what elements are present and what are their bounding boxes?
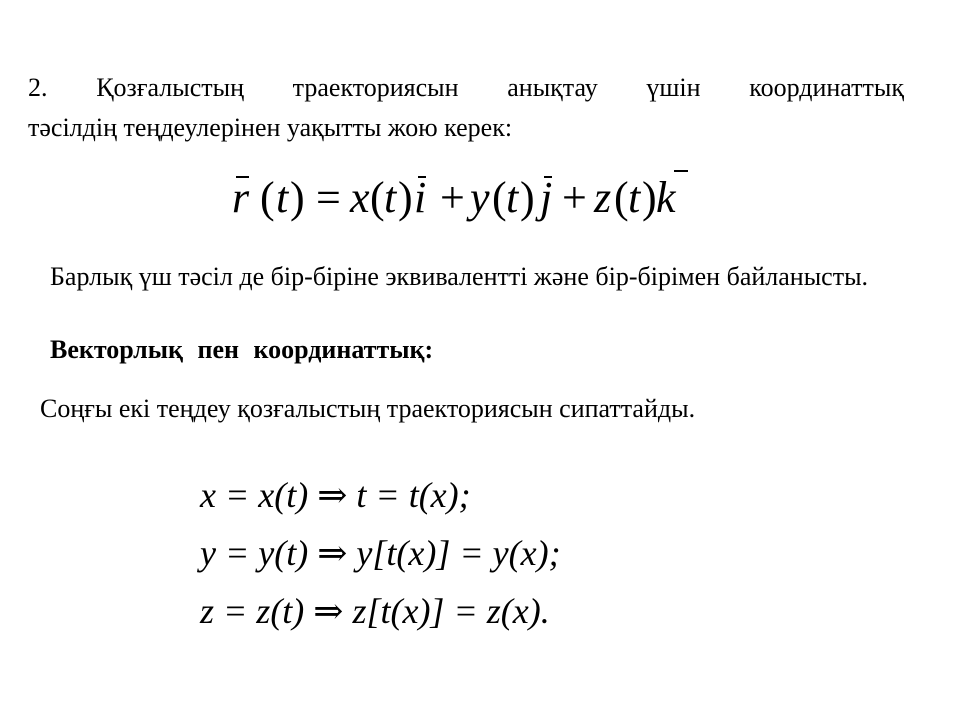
j-unit-vector: j [540, 173, 553, 222]
equation-x: x = x(t) ⇒ t = t(x); [200, 475, 471, 515]
equivalence-paragraph: Барлық үш тәсіл де бір-біріне эквивалентті және бір-бірімен байланысты. [50, 262, 869, 291]
intro-line-1: 2. Қозғалыстың траекториясын анықтау үшін координаттық [28, 73, 904, 102]
i-unit-vector: i [414, 173, 427, 222]
k-unit-vector: k [656, 173, 676, 222]
r-vector-symbol: r [232, 173, 250, 222]
equation-y: y = y(t) ⇒ y[t(x)] = y(x); [200, 533, 561, 573]
intro-line-2: тәсілдің теңдеулерінен уақытты жою керек: [28, 113, 513, 142]
trajectory-equations [200, 466, 561, 640]
equation-z: z = z(t) ⇒ z[t(x)] = z(x). [200, 591, 550, 631]
intro-paragraph [28, 68, 904, 148]
trajectory-paragraph: Соңғы екі теңдеу қозғалыстың траекториясын сипаттайды. [40, 394, 696, 423]
vector-coordinate-heading: Векторлық пен координаттық: [50, 335, 434, 364]
radius-vector-equation: r ( t ) = x ( t ) i + y ( t ) j + z ( t ) k [232, 173, 676, 222]
